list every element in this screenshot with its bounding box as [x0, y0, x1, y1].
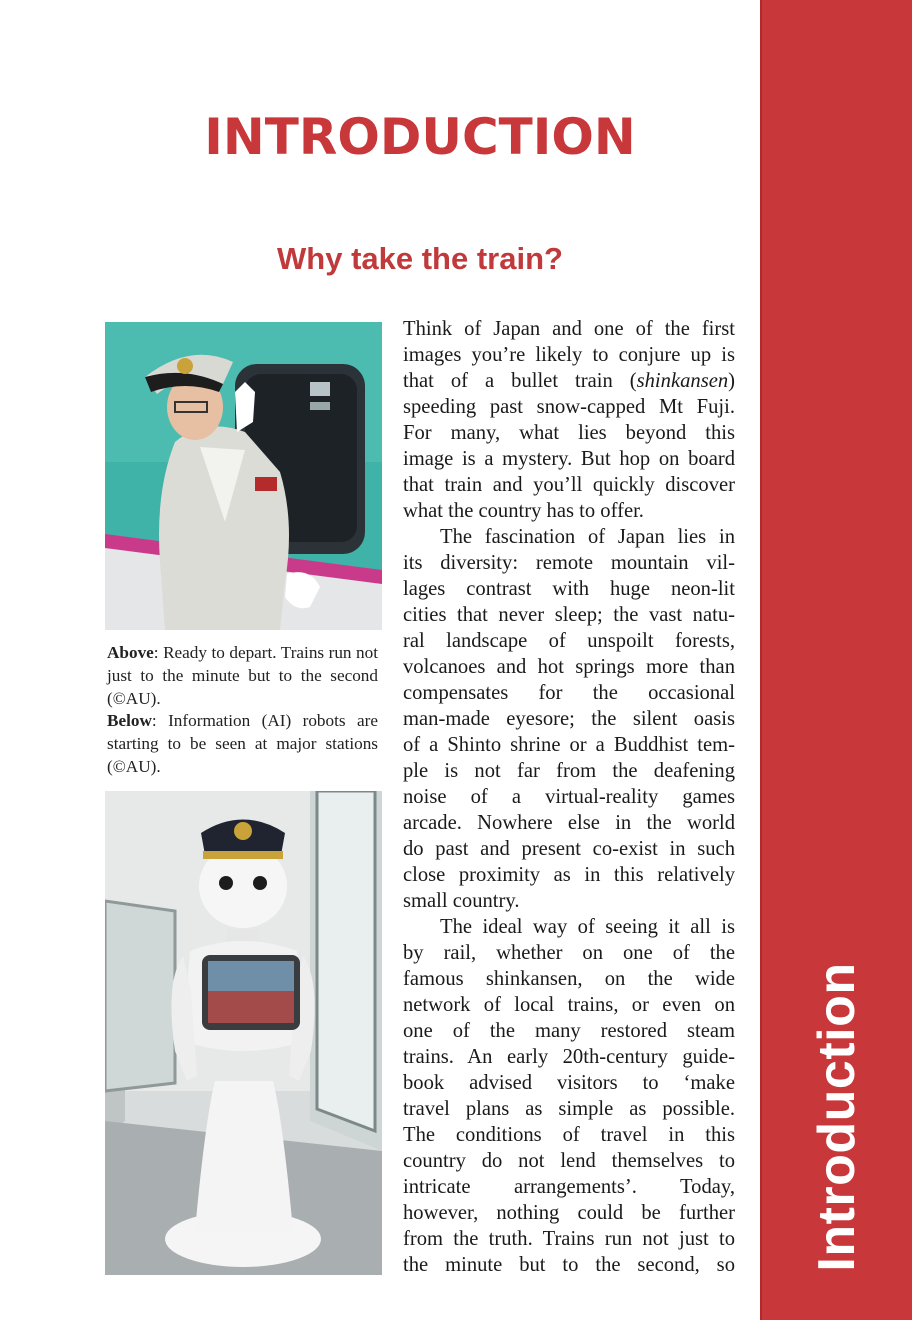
body-line: ple is not far from the deafening: [403, 760, 735, 782]
body-line: cities that never sleep; the vast natu-: [403, 604, 735, 626]
body-line: by rail, whether on one of the: [403, 942, 735, 964]
body-line: compensates for the occasional: [403, 682, 735, 704]
conductor-photo: [105, 322, 382, 630]
body-line: arcade. Nowhere else in the world: [403, 812, 735, 834]
body-line: of a Shinto shrine or a Buddhist tem-: [403, 734, 735, 756]
robot-photo: [105, 791, 382, 1275]
body-line: however, nothing could be further: [403, 1202, 735, 1224]
caption-above: Above: Ready to depart. Trains run not just to the minute but to the second (©AU).: [107, 643, 378, 708]
body-line: do past and present co-exist in such: [403, 838, 735, 860]
body-line: the minute but to the second, so: [403, 1254, 735, 1276]
body-line: noise of a virtual-reality games: [403, 786, 735, 808]
side-tab-label: Introduction: [808, 962, 866, 1272]
body-line: Think of Japan and one of the first: [403, 318, 735, 340]
body-text: [403, 316, 735, 1278]
body-line: close proximity as in this relatively: [403, 864, 735, 886]
body-line: that train and you’ll quickly discover: [403, 474, 735, 496]
body-line: small country.: [403, 890, 520, 912]
body-line: one of the many restored steam: [403, 1020, 735, 1042]
body-line: speeding past snow-capped Mt Fuji.: [403, 396, 735, 418]
section-subtitle: Why take the train?: [277, 241, 563, 276]
body-line: network of local trains, or even on: [403, 994, 735, 1016]
body-line: book advised visitors to ‘make: [403, 1072, 735, 1094]
photo-captions: [107, 642, 378, 779]
body-line: The ideal way of seeing it all is: [440, 916, 735, 938]
body-line: country do not lend themselves to: [403, 1150, 735, 1172]
body-line: trains. An early 20th-century guide-: [403, 1046, 735, 1068]
body-line: famous shinkansen, on the wide: [403, 968, 735, 990]
body-line: The fascination of Japan lies in: [440, 526, 735, 548]
body-line: what the country has to offer.: [403, 500, 644, 522]
body-line: from the truth. Trains run not just to: [403, 1228, 735, 1250]
body-line: image is a mystery. But hop on board: [403, 448, 735, 470]
body-line: travel plans as simple as possible.: [403, 1098, 735, 1120]
body-line: intricate arrangements’. Today,: [403, 1176, 735, 1198]
italic-term: shinkansen: [636, 370, 729, 392]
body-line: lages contrast with huge neon-lit: [403, 578, 735, 600]
body-line: For many, what lies beyond this: [403, 422, 735, 444]
page-title: INTRODUCTION: [204, 108, 636, 166]
caption-below: Below: Information (AI) robots are starting to be seen at major stations (©AU).: [107, 711, 378, 776]
body-line: man-made eyesore; the silent oasis: [403, 708, 735, 730]
body-line: The conditions of travel in this: [403, 1124, 735, 1146]
body-line: images you’re likely to conjure up is: [403, 344, 735, 366]
body-line: volcanoes and hot springs more than: [403, 656, 735, 678]
body-line: its diversity: remote mountain vil-: [403, 552, 735, 574]
body-line: that of a bullet train (shinkansen): [403, 370, 735, 392]
body-line: ral landscape of unspoilt forests,: [403, 630, 735, 652]
